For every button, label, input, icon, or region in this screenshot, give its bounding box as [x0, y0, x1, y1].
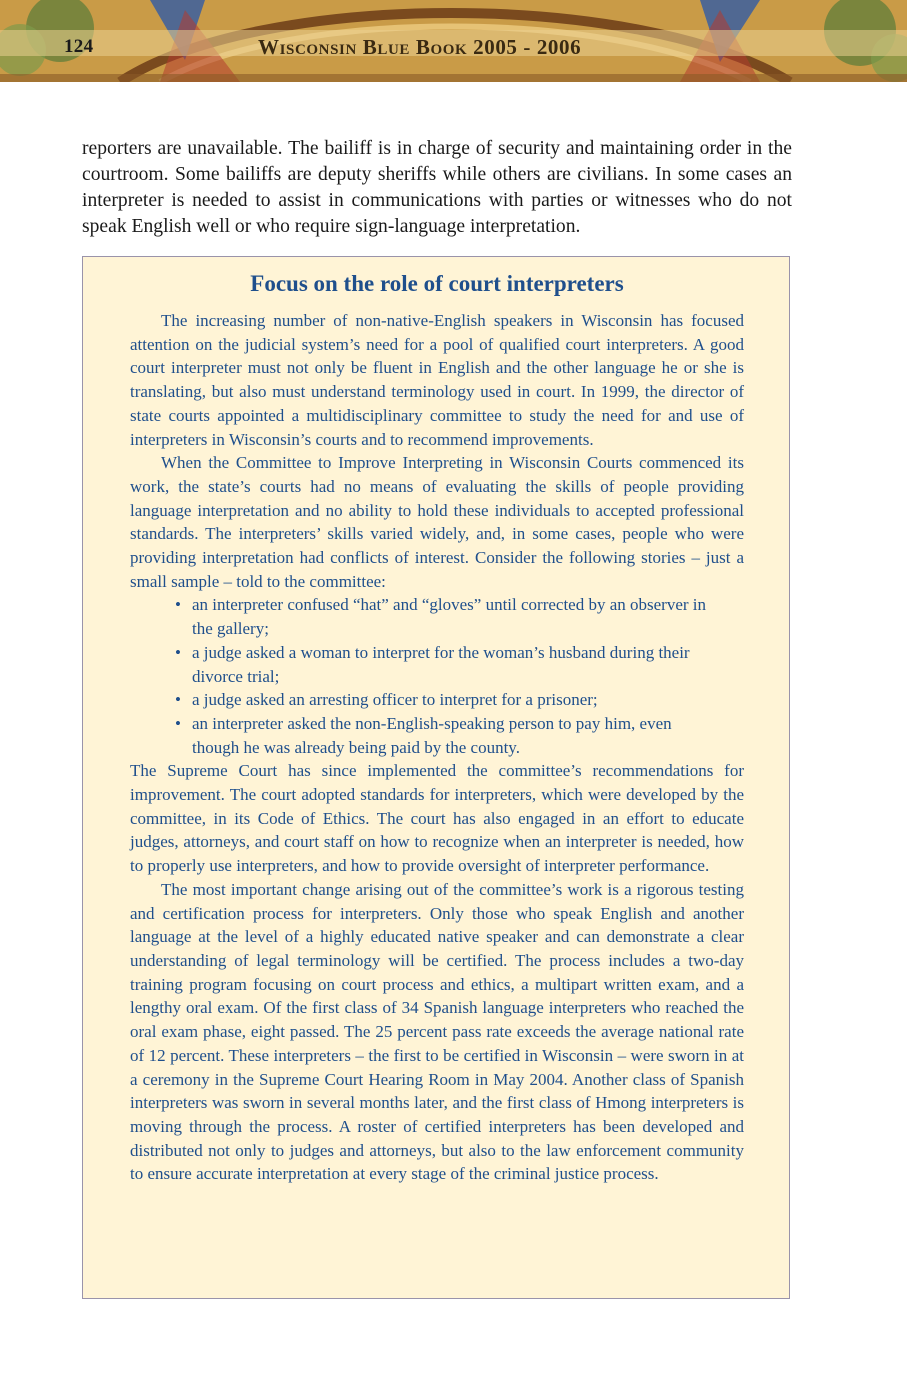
list-item — [175, 688, 722, 712]
bullet-icon: • — [175, 642, 181, 662]
list-item-text: an interpreter asked the non-English-speaking person to pay him, even though he was already being paid by the county. — [192, 713, 672, 757]
focus-body — [130, 309, 744, 1186]
focus-paragraph-3: The Supreme Court has since implemented the committee’s recommendations for improvement. The court adopted standards for interpreters, which were developed by the committee, in its Code of Ethics. The court has also engaged in an effort to educate judges, attorneys, and court staff on how to recognize when an interpreter is needed, how to properly use interpreters, and how to provide oversight of interpreter performance. — [130, 761, 744, 876]
list-item — [175, 641, 722, 688]
list-item — [175, 712, 722, 759]
list-item — [175, 593, 722, 640]
list-item-text: an interpreter confused “hat” and “gloves” until corrected by an observer in the gallery; — [192, 595, 707, 639]
story-list — [130, 593, 744, 759]
page-number: 124 — [64, 36, 94, 57]
intro-text — [82, 136, 792, 240]
book-title: Wisconsin Blue Book 2005 - 2006 — [258, 35, 582, 59]
focus-paragraph-2: When the Committee to Improve Interpreting in Wisconsin Courts commenced its work, the state’s courts had no means of evaluating the skills of people providing language interpretation and no ability to hold these individuals to accepted professional standards. The interpreters’ skills varied widely, and, in some cases, people who were providing interpretation had conflicts of interest. Consider the following stories – just a small sample – told to the committee: — [130, 453, 744, 591]
focus-sidebar-box — [82, 256, 790, 1299]
bullet-icon: • — [175, 713, 181, 733]
focus-title: Focus on the role of court interpreters — [250, 271, 624, 296]
list-item-text: a judge asked an arresting officer to interpret for a prisoner; — [192, 690, 598, 710]
intro-paragraph: reporters are unavailable. The bailiff is in charge of security and maintaining order in the courtroom. Some bailiffs are deputy sheriffs while others are civilians. In some cases an interpreter is needed to assist in communications with parties or witnesses who do not speak English well or who require sign-language interpretation. — [82, 138, 792, 237]
bullet-icon: • — [175, 595, 181, 615]
focus-paragraph-1: The increasing number of non-native-English speakers in Wisconsin has focused attention on the judicial system’s need for a pool of qualified court interpreters. A good court interpreter must not only be fluent in English and the other language he or she is translating, but also must understand terminology used in court. In 1999, the director of state courts appointed a multidisciplinary committee to study the need for and use of interpreters in Wisconsin’s courts and to recommend improvements. — [130, 311, 744, 449]
focus-paragraph-4: The most important change arising out of the committee’s work is a rigorous testing and certification process for interpreters. Only those who speak English and another language at the level of a highly educated native speaker and can demonstrate a clear understanding of legal terminology will be certified. The process includes a two-day training program focusing on court process and ethics, a multipart written exam, and a lengthy oral exam. Of the first class of 34 Spanish language interpreters who reached the oral exam phase, eight passed. The 25 percent pass rate exceeds the average national rate of 12 percent. These interpreters – the first to be certified in Wisconsin – were sworn in at a ceremony in the Supreme Court Hearing Room in May 2004. Another class of Spanish interpreters was sworn in several months later, and the first class of Hmong interpreters is moving through the process. A roster of certified interpreters has been developed and distributed not only to judges and attorneys, but also to the law enforcement community to ensure accurate interpretation at every stage of the criminal justice process. — [130, 879, 744, 1184]
bullet-icon: • — [175, 690, 181, 710]
list-item-text: a judge asked a woman to interpret for the woman’s husband during their divorce trial; — [192, 642, 690, 686]
header-banner — [0, 0, 907, 82]
